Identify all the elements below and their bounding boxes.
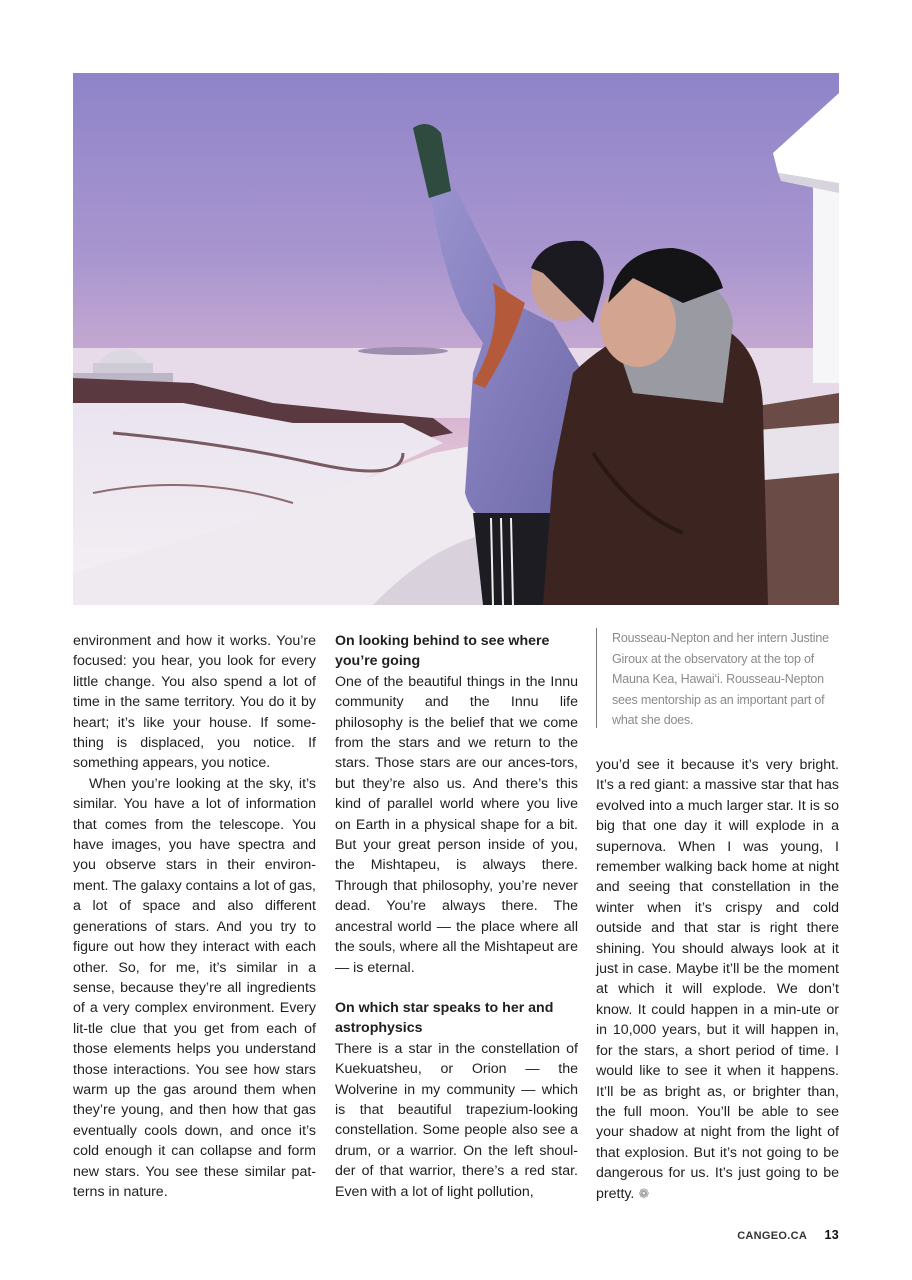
paragraph	[596, 755, 839, 1204]
page-footer	[737, 1228, 839, 1242]
observatory-photo	[73, 73, 839, 605]
site-url: CANGEO.CA	[737, 1230, 808, 1242]
article-column-1	[73, 631, 316, 1202]
article-column-2	[335, 631, 578, 1202]
section-heading: On which star speaks to her and astrophysics	[335, 999, 554, 1037]
photo-caption: Rousseau-Nepton and her intern Justine Giroux at the observatory at the top of Mauna Kea, Hawai‘i. Rousseau-Nepton sees mentorship as an important part of what she does.	[596, 628, 839, 728]
paragraph: There is a star in the constellation of Kuekuatsheu, or Orion — the Wolverine in my community — which is that beautiful trapezium-looking constellation. Some people also see a drum, or a warrior. On the left shoul-der of that warrior, there’s a red star. Even with a lot of light pollution,	[335, 1040, 578, 1200]
article-column-3	[596, 755, 839, 1204]
paragraph-text: you’d see it because it’s very bright. It’s a red giant: a massive star that has evolved into a much larger star. It is so big that one day it will explode in a supernova. When I was young, I remember walking back home at night and seeing that constellation in the winter when it’s crispy and cold outside and that star is right there shining. You should always look at it just in case. Maybe it’ll be the moment at which it will explode. We don’t know. It could happen in a min-ute or in 10,000 years, but it will happen in, for the stars, a short period of time. I would like to see it when it happens. It’ll be as bright as, or brighter than, the full moon. You’ll be able to see your shadow at night from the light of that explosion. But it’s not going to be dangerous for us. It’s just going to be pretty.	[596, 757, 839, 1202]
paragraph: environment and how it works. You’re focused: you hear, you look for every little change. You also spend a lot of time in the same territory. You do it by heart; it’s like your house. If some-thing is displaced, you notice. If something appears, you notice.	[73, 633, 316, 772]
end-mark-icon: ❁	[638, 1185, 650, 1201]
paragraph: One of the beautiful things in the Innu community and the Innu life philosophy is the belief that we come from the stars and we return to the stars. Those stars are our ances-tors, but they’re also us. And there’s this kind of parallel world where you live on Earth in a physical shape for a bit. But your great person inside of you, the Mishtapeu, is always there. Through that philosophy, you’re never dead. You’re always there. The ancestral world — the place where all the souls, where all the Mishtapeut are — is eternal.	[335, 673, 578, 976]
paragraph: When you’re looking at the sky, it’s similar. You have a lot of information that comes from the telescope. You have images, you have spectra and you observe stars in their environ-ment. The galaxy contains a lot of gas, a lot of space and also different generations of stars. And you try to figure out how they interact with each other. So, for me, it’s similar in a sense, because they’re all ingredients of a very complex environment. Every lit-tle clue that you get from each of those elements helps you understand those interactions. You see how stars warm up the gas around them when they’re young, and then how that gas eventually cools down, and once it’s cold enough it can collapse and form new stars. You see these similar pat-terns in nature.	[73, 775, 316, 1200]
page-number: 13	[824, 1228, 839, 1242]
section-heading: On looking behind to see where you’re going	[335, 633, 550, 670]
